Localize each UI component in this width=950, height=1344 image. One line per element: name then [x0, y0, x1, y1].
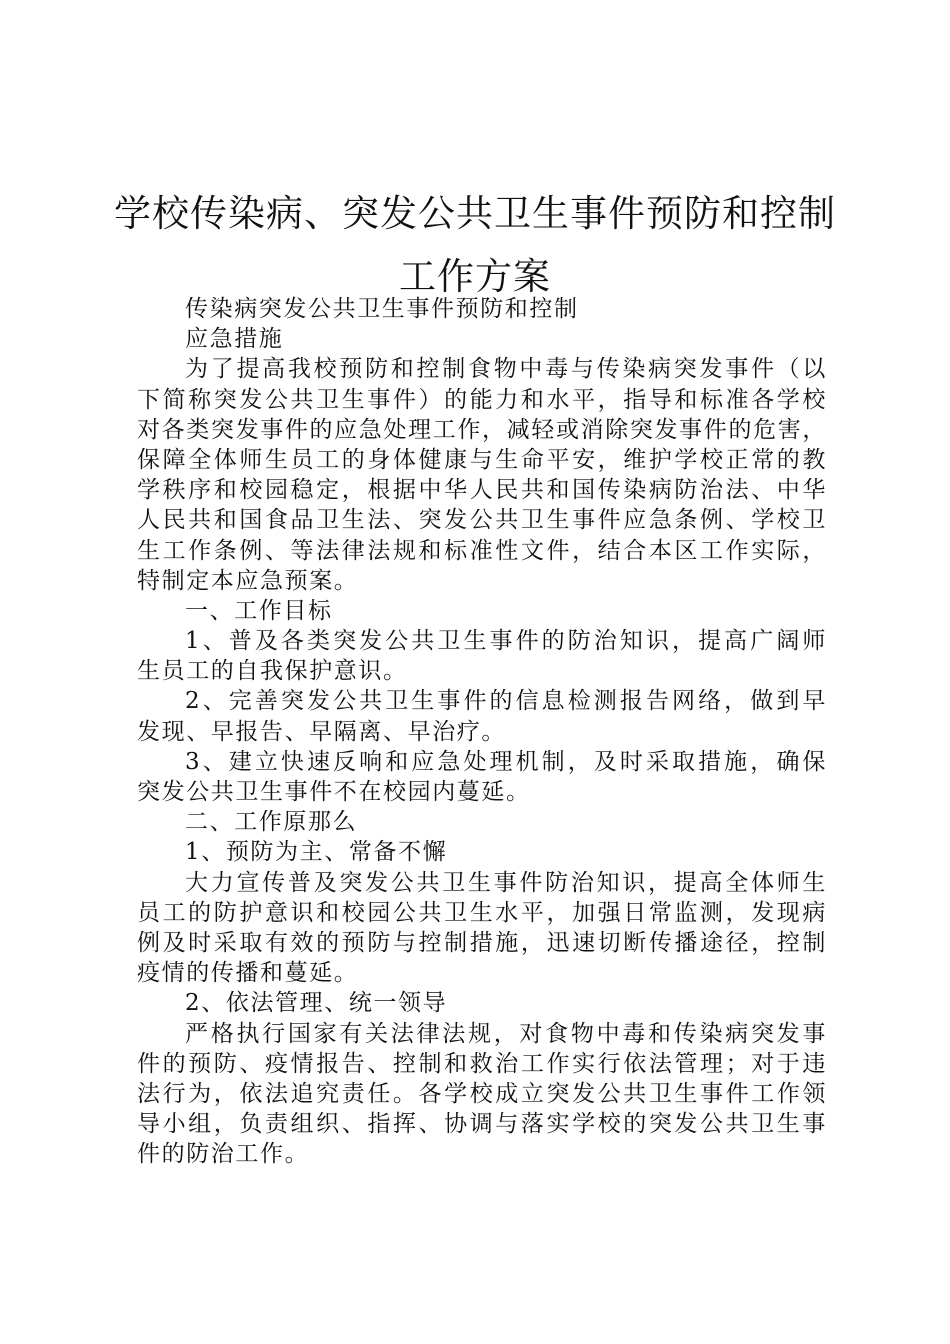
paragraph-line: 法行为，依法追究责任。各学校成立突发公共卫生事件工作领 [137, 1080, 827, 1107]
paragraph-line: 导小组，负责组织、指挥、协调与落实学校的突发公共卫生事 [137, 1111, 827, 1138]
paragraph-line: 人民共和国食品卫生法、突发公共卫生事件应急条例、学校卫 [137, 507, 827, 534]
paragraph-line: 应急措施 [185, 326, 284, 353]
paragraph-line: 发现、早报告、早隔离、早治疗。 [137, 718, 506, 745]
paragraph-line: 员工的防护意识和校园公共卫生水平，加强日常监测，发现病 [137, 899, 827, 926]
subsection-heading: 2、依法管理、统一领导 [185, 990, 448, 1017]
paragraph-line: 传染病突发公共卫生事件预防和控制 [185, 296, 579, 322]
paragraph-line: 学秩序和校园稳定，根据中华人民共和国传染病防治法、中华 [137, 477, 827, 504]
paragraph-line: 3、建立快速反响和应急处理机制，及时采取措施，确保 [185, 748, 827, 775]
paragraph-line: 2、完善突发公共卫生事件的信息检测报告网络，做到早 [185, 688, 827, 715]
paragraph-line: 大力宣传普及突发公共卫生事件防治知识，提高全体师生 [185, 869, 827, 896]
subsection-heading: 1、预防为主、常备不懈 [185, 839, 448, 866]
paragraph-line: 严格执行国家有关法律法规，对食物中毒和传染病突发事 [185, 1020, 827, 1047]
paragraph-line: 生员工的自我保护意识。 [137, 658, 408, 685]
paragraph-line: 为了提高我校预防和控制食物中毒与传染病突发事件（以 [185, 356, 827, 383]
section-heading: 一、工作目标 [185, 597, 333, 624]
paragraph-line: 1、普及各类突发公共卫生事件的防治知识，提高广阔师 [185, 628, 827, 655]
document-body [137, 294, 827, 1169]
paragraph-line: 对各类突发事件的应急处理工作，减轻或消除突发事件的危害， [137, 416, 827, 443]
section-heading: 二、工作原那么 [185, 809, 358, 836]
paragraph-line: 疫情的传播和蔓延。 [137, 960, 359, 987]
paragraph-line: 件的防治工作。 [137, 1141, 310, 1168]
document-title-line-2: 工作方案 [399, 255, 551, 298]
paragraph-line: 特制定本应急预案。 [137, 567, 359, 594]
paragraph-line: 生工作条例、等法律法规和标准性文件，结合本区工作实际， [137, 537, 827, 564]
document-title-line-1: 学校传染病、突发公共卫生事件预防和控制 [114, 192, 836, 235]
paragraph-line: 件的预防、疫情报告、控制和救治工作实行依法管理；对于违 [137, 1050, 827, 1077]
paragraph-line: 下简称突发公共卫生事件）的能力和水平，指导和标准各学校 [137, 386, 827, 413]
paragraph-line: 保障全体师生员工的身体健康与生命平安，维护学校正常的教 [137, 446, 827, 473]
paragraph-line: 例及时采取有效的预防与控制措施，迅速切断传播途径，控制 [137, 929, 827, 956]
paragraph-line: 突发公共卫生事件不在校园内蔓延。 [137, 779, 531, 805]
